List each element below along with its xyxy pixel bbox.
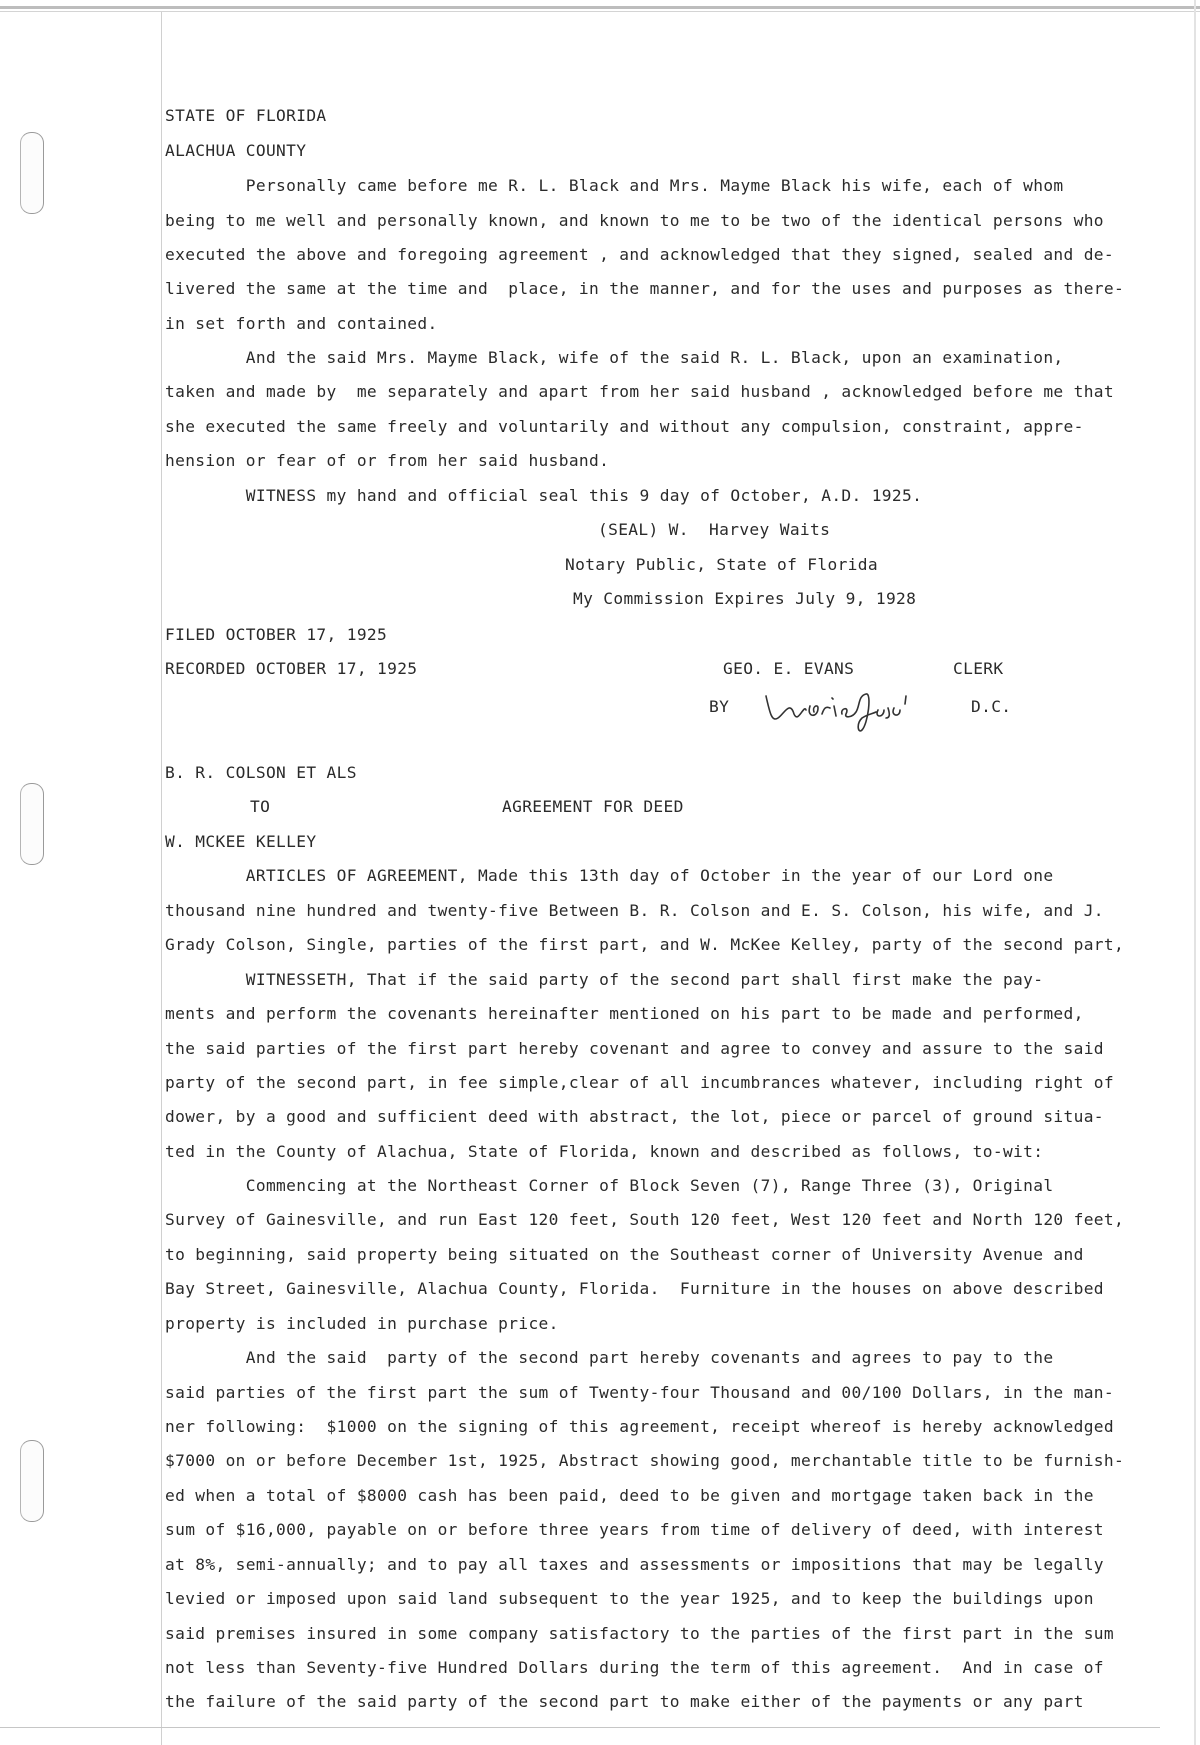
- agreement-line: thousand nine hundred and twenty-five Between B. R. Colson and E. S. Colson, his wife, and J.: [165, 901, 1104, 920]
- ack-line: livered the same at the time and place, in the manner, and for the uses and purposes as there-: [165, 279, 1125, 298]
- commission-expiry-line: My Commission Expires July 9, 1928: [573, 589, 917, 608]
- agreement-line: sum of $16,000, payable on or before three years from time of delivery of deed, with interest: [165, 1520, 1104, 1539]
- agreement-line: ARTICLES OF AGREEMENT, Made this 13th day of October in the year of our Lord one: [165, 866, 1054, 885]
- grantor-caption: B. R. COLSON ET ALS: [165, 763, 357, 782]
- clerk-name: GEO. E. EVANS: [723, 659, 855, 678]
- top-border-thin: [0, 11, 1200, 12]
- agreement-line: Survey of Gainesville, and run East 120 feet, South 120 feet, West 120 feet and North 120 feet,: [165, 1210, 1125, 1229]
- agreement-line: ted in the County of Alachua, State of Florida, known and described as follows, to-wit:: [165, 1142, 1044, 1161]
- dc-label: D.C.: [971, 697, 1012, 716]
- agreement-line: WITNESSETH, That if the said party of the second part shall first make the pay-: [165, 970, 1044, 989]
- binder-hole-middle: [20, 783, 44, 865]
- agreement-line: said premises insured in some company satisfactory to the parties of the first part in the sum: [165, 1624, 1114, 1643]
- notary-signature-line: (SEAL) W. Harvey Waits: [598, 520, 831, 539]
- binder-hole-top: [20, 132, 44, 214]
- agreement-line: Grady Colson, Single, parties of the first part, and W. McKee Kelley, party of the second part,: [165, 935, 1125, 954]
- agreement-line: And the said party of the second part hereby covenants and agrees to pay to the: [165, 1348, 1054, 1367]
- agreement-line: Commencing at the Northeast Corner of Block Seven (7), Range Three (3), Original: [165, 1176, 1054, 1195]
- agreement-line: levied or imposed upon said land subsequent to the year 1925, and to keep the buildings upon: [165, 1589, 1094, 1608]
- ack-line: taken and made by me separately and apart from her said husband , acknowledged before me that: [165, 382, 1114, 401]
- binder-hole-bottom: [20, 1440, 44, 1522]
- agreement-line: not less than Seventy-five Hundred Dollars during the term of this agreement. And in case of: [165, 1658, 1104, 1677]
- agreement-line: $7000 on or before December 1st, 1925, Abstract showing good, merchantable title to be furnish-: [165, 1451, 1125, 1470]
- agreement-line: the failure of the said party of the second part to make either of the payments or any part: [165, 1692, 1084, 1711]
- by-label: BY: [709, 697, 730, 716]
- notary-title-line: Notary Public, State of Florida: [565, 555, 878, 574]
- ack-line: Personally came before me R. L. Black and Mrs. Mayme Black his wife, each of whom: [165, 176, 1064, 195]
- ack-line: she executed the same freely and voluntarily and without any compulsion, constraint, appre-: [165, 417, 1084, 436]
- ack-line: being to me well and personally known, and known to me to be two of the identical persons who: [165, 211, 1104, 230]
- ack-line: And the said Mrs. Mayme Black, wife of the said R. L. Black, upon an examination,: [165, 348, 1064, 367]
- county-heading: ALACHUA COUNTY: [165, 141, 307, 160]
- ack-line: in set forth and contained.: [165, 314, 438, 333]
- agreement-line: said parties of the first part the sum of Twenty-four Thousand and 00/100 Dollars, in the man-: [165, 1383, 1114, 1402]
- agreement-line: ner following: $1000 on the signing of this agreement, receipt whereof is hereby acknowledged: [165, 1417, 1114, 1436]
- deputy-clerk-signature: [760, 684, 910, 734]
- agreement-line: Bay Street, Gainesville, Alachua County, Florida. Furniture in the houses on above described: [165, 1279, 1104, 1298]
- agreement-line: party of the second part, in fee simple,clear of all incumbrances whatever, including right of: [165, 1073, 1114, 1092]
- agreement-line: property is included in purchase price.: [165, 1314, 559, 1333]
- agreement-line: the said parties of the first part hereby covenant and agree to convey and assure to the said: [165, 1039, 1104, 1058]
- to-caption: TO: [250, 797, 271, 816]
- document-type-caption: AGREEMENT FOR DEED: [502, 797, 684, 816]
- grantee-caption: W. MCKEE KELLEY: [165, 832, 317, 851]
- filed-date: FILED OCTOBER 17, 1925: [165, 625, 388, 644]
- state-heading: STATE OF FLORIDA: [165, 106, 327, 125]
- agreement-line: ed when a total of $8000 cash has been paid, deed to be given and mortgage taken back in the: [165, 1486, 1094, 1505]
- agreement-line: at 8%, semi-annually; and to pay all taxes and assessments or impositions that may be legally: [165, 1555, 1104, 1574]
- agreement-line: dower, by a good and sufficient deed with abstract, the lot, piece or parcel of ground situa-: [165, 1107, 1104, 1126]
- witness-line: WITNESS my hand and official seal this 9 day of October, A.D. 1925.: [165, 486, 923, 505]
- ack-line: executed the above and foregoing agreement , and acknowledged that they signed, sealed and de-: [165, 245, 1114, 264]
- left-margin-line: [161, 12, 162, 1745]
- ack-line: hension or fear of or from her said husband.: [165, 451, 610, 470]
- clerk-title: CLERK: [953, 659, 1004, 678]
- bottom-border: [0, 1727, 1160, 1728]
- top-border: [0, 6, 1200, 9]
- right-edge: [1194, 0, 1196, 1745]
- recorded-date: RECORDED OCTOBER 17, 1925: [165, 659, 418, 678]
- agreement-line: ments and perform the covenants hereinafter mentioned on his part to be made and performed,: [165, 1004, 1084, 1023]
- agreement-line: to beginning, said property being situated on the Southeast corner of University Avenue and: [165, 1245, 1084, 1264]
